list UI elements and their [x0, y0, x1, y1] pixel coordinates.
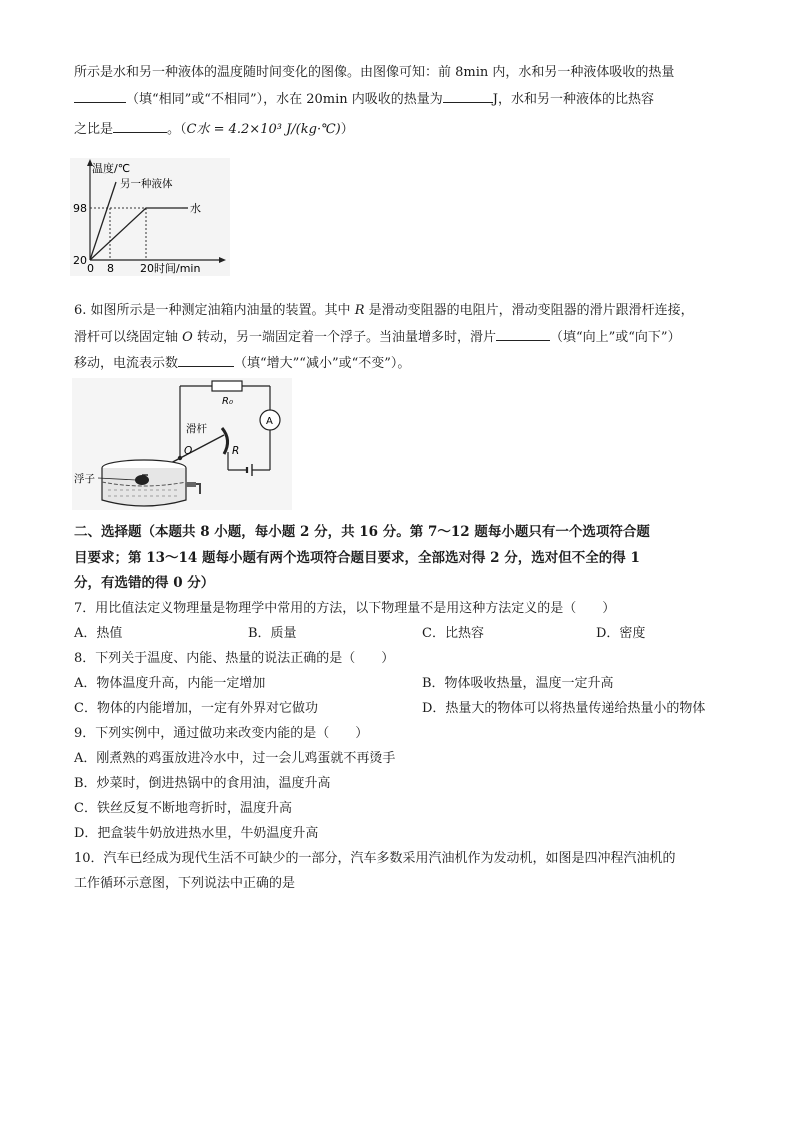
- oil-gauge-circuit-diagram: [72, 378, 292, 510]
- q8-option-d[interactable]: D．热量大的物体可以将热量传递给热量小的物体: [422, 701, 706, 716]
- tank-body: [102, 468, 186, 506]
- q5-line-3-text-b: 。（: [167, 122, 187, 137]
- q6-line-2: [74, 328, 724, 347]
- label-r: R: [232, 445, 240, 457]
- label-pivot: O: [184, 445, 193, 457]
- label-r0: R₀: [222, 396, 233, 407]
- label-ammeter: A: [266, 416, 273, 427]
- section-2-heading-line-1: 二、选择题（本题共 8 小题，每小题 2 分，共 16 分。第 7～12 题每小题只有一个选项符合题: [74, 524, 650, 540]
- q10-line-2: 工作循环示意图，下列说法中正确的是: [74, 876, 296, 891]
- q5-line-2: [74, 90, 724, 109]
- answer-blank[interactable]: [496, 328, 550, 341]
- graph-tick-8: 8: [107, 262, 114, 275]
- temperature-time-graph: [70, 158, 230, 276]
- q5-line-2-text-a: （填“相同”或“不相同”），水在 20min 内吸收的热量为: [126, 92, 443, 107]
- q9-option-c[interactable]: C．铁丝反复不断地弯折时，温度升高: [74, 801, 292, 816]
- q9-option-d[interactable]: D．把盒装牛奶放进热水里，牛奶温度升高: [74, 826, 319, 841]
- q10-line-1: 10．汽车已经成为现代生活不可缺少的一部分，汽车多数采用汽油机作为发动机，如图是四冲程汽油机的: [74, 851, 676, 866]
- section-2-heading-line-2: 目要求；第 13～14 题每小题有两个选项符合题目要求，全部选对得 2 分，选对但不全的得 1: [74, 550, 640, 566]
- q6-line-2-text-c: （填“向上”或“向下”）: [549, 330, 681, 345]
- q6-line-1-text-a: 6. 如图所示是一种测定油箱内油量的装置。其中: [74, 303, 351, 318]
- q7-option-d[interactable]: D．密度: [596, 626, 646, 641]
- graph-tick-98: 98: [73, 202, 87, 215]
- q9-option-a[interactable]: A．刚煮熟的鸡蛋放进冷水中，过一会儿鸡蛋就不再烫手: [74, 751, 396, 766]
- answer-blank[interactable]: [178, 354, 234, 367]
- resistor-r0: [212, 381, 242, 391]
- q8-stem: 8．下列关于温度、内能、热量的说法正确的是（ ）: [74, 651, 395, 666]
- label-float: 浮子: [74, 473, 95, 485]
- q5-line-3-text-a: 之比是: [74, 122, 114, 137]
- q7-stem: 7．用比值法定义物理量是物理学中常用的方法，以下物理量不是用这种方法定义的是（ ）: [74, 601, 616, 616]
- q5-line-1: 所示是水和另一种液体的温度随时间变化的图像。由图像可知：前 8min 内，水和另一种液体吸收的热量: [74, 65, 675, 80]
- graph-tick-0: 0: [87, 262, 94, 275]
- q6-line-3-text-b: （填“增大”“减小”或“不变”）。: [234, 356, 411, 371]
- answer-blank[interactable]: [443, 90, 493, 103]
- q6-o-symbol: O: [182, 330, 193, 345]
- graph-x-label: 时间/min: [154, 262, 201, 275]
- graph-y-label: 温度/℃: [92, 162, 131, 175]
- q8-option-b[interactable]: B．物体吸收热量，温度一定升高: [422, 676, 614, 691]
- q6-line-2-text-b: 转动，另一端固定着一个浮子。当油量增多时，滑片: [196, 330, 496, 345]
- q9-stem: 9．下列实例中，通过做功来改变内能的是（ ）: [74, 726, 369, 741]
- q6-r-symbol: R: [354, 303, 365, 318]
- q6-line-3-text-a: 移动，电流表示数: [74, 356, 179, 371]
- label-lever: 滑杆: [186, 423, 207, 435]
- section-2-heading-line-3: 分，有选错的得 0 分）: [74, 575, 215, 591]
- graph-background: [70, 158, 230, 276]
- q5-line-3: [74, 120, 724, 139]
- q7-option-c[interactable]: C．比热容: [422, 626, 484, 641]
- q8-option-c[interactable]: C．物体的内能增加，一定有外界对它做功: [74, 701, 318, 716]
- q6-line-1-text-b: 是滑动变阻器的电阻片，滑动变阻器的滑片跟滑杆连接，: [368, 303, 694, 318]
- q6-line-2-text-a: 滑杆可以绕固定轴: [74, 330, 179, 345]
- q6-line-1: [74, 302, 724, 320]
- answer-blank[interactable]: [113, 120, 167, 133]
- q6-line-3: [74, 354, 724, 373]
- q5-line-3-text-c: ）: [340, 122, 354, 137]
- q7-option-a[interactable]: A．热值: [74, 626, 123, 641]
- answer-blank[interactable]: [74, 90, 126, 103]
- q7-option-b[interactable]: B．质量: [248, 626, 297, 641]
- float-ball: [135, 475, 149, 485]
- q9-option-b[interactable]: B．炒菜时，倒进热锅中的食用油，温度升高: [74, 776, 331, 791]
- drain-tap: [186, 482, 196, 487]
- graph-tick-20: 20: [73, 254, 87, 267]
- pivot-point: [178, 456, 182, 460]
- graph-tick-20-x: 20: [140, 262, 154, 275]
- q5-line-2-text-b: J，水和另一种液体的比热容: [492, 92, 654, 107]
- water-specific-heat-formula: C水 = 4.2×10³ J/(kg·℃): [186, 122, 341, 137]
- q8-option-a[interactable]: A．物体温度升高，内能一定增加: [74, 676, 266, 691]
- graph-water-label: 水: [190, 202, 201, 215]
- graph-other-liquid-label: 另一种液体: [120, 178, 173, 190]
